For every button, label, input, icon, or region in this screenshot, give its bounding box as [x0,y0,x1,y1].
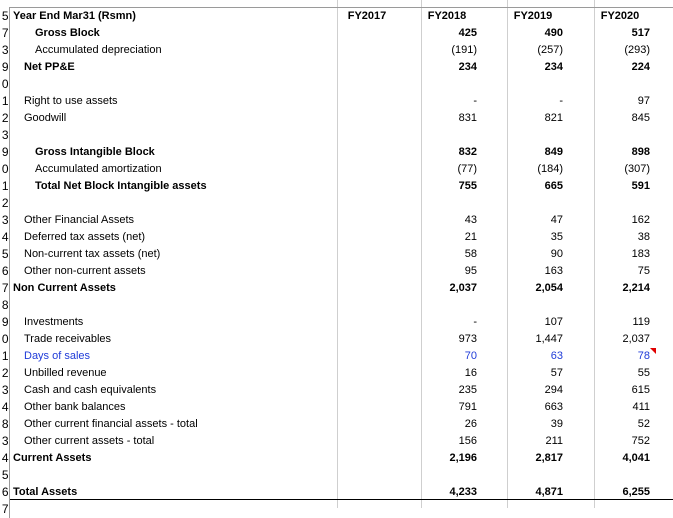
value-cell[interactable]: 47 [550,214,563,226]
row-number[interactable] [0,76,10,93]
row-number-text: 8 [1,298,8,312]
table-row [0,314,673,331]
table-row [0,246,673,263]
value-cell[interactable]: 38 [637,231,650,243]
row-number[interactable] [0,416,10,433]
value-cell[interactable]: 2,214 [622,282,650,294]
row-number[interactable] [0,246,10,263]
value-cell[interactable]: 845 [631,112,650,124]
value-cell[interactable]: (77) [457,163,477,175]
row-label[interactable]: Right to use assets [24,95,118,107]
value-cell[interactable]: 832 [458,146,477,158]
row-number[interactable] [0,42,10,59]
table-row [0,348,673,365]
row-number-text: 3 [1,434,8,448]
value-cell[interactable]: 517 [631,27,650,39]
row-number[interactable] [0,127,10,144]
value-cell[interactable]: 2,037 [449,282,477,294]
row-number[interactable] [0,212,10,229]
row-number[interactable] [0,467,10,484]
row-number[interactable] [0,161,10,178]
row-label[interactable]: Accumulated depreciation [35,44,162,56]
value-cell[interactable]: 1,447 [535,333,563,345]
value-cell[interactable]: 234 [544,61,563,73]
value-cell[interactable]: 70 [464,350,477,362]
row-label[interactable]: Other non-current assets [24,265,146,277]
value-cell[interactable]: 898 [631,146,650,158]
row-number[interactable] [0,178,10,195]
comment-indicator-icon[interactable] [650,348,656,354]
value-cell[interactable]: 849 [544,146,563,158]
value-cell[interactable]: 2,817 [535,452,563,464]
column-header[interactable]: FY2017 [347,10,387,22]
value-cell[interactable]: 752 [631,435,650,447]
row-label[interactable]: Current Assets [13,452,92,464]
row-number-text: 1 [1,349,8,363]
table-row [0,399,673,416]
value-cell[interactable]: 2,054 [535,282,563,294]
table-row [0,263,673,280]
row-number[interactable] [0,450,10,467]
row-number[interactable] [0,280,10,297]
row-number[interactable] [0,8,10,25]
row-number[interactable] [0,25,10,42]
value-cell[interactable]: 162 [631,214,650,226]
row-number[interactable] [0,331,10,348]
value-cell[interactable]: 55 [637,367,650,379]
value-cell[interactable]: 58 [464,248,477,260]
value-cell[interactable]: 43 [464,214,477,226]
value-cell[interactable]: 665 [544,180,563,192]
table-row [0,127,673,144]
row-label[interactable]: Other current financial assets - total [24,418,198,430]
table-row [0,382,673,399]
value-cell[interactable]: 234 [458,61,477,73]
row-number[interactable] [0,59,10,76]
row-number-text: 9 [1,145,8,159]
row-number-text: 4 [1,400,8,414]
table-row [0,178,673,195]
row-number-text: 0 [1,77,8,91]
row-label[interactable]: Goodwill [24,112,67,124]
row-label[interactable]: Accumulated amortization [35,163,162,175]
table-row [0,484,673,501]
row-number-text: 1 [1,94,8,108]
row-label[interactable]: Investments [24,316,84,328]
row-number-text: 0 [1,332,8,346]
table-row [0,365,673,382]
value-cell[interactable]: (184) [537,163,563,175]
value-cell[interactable]: 57 [550,367,563,379]
value-cell[interactable]: 425 [458,27,477,39]
row-number[interactable] [0,195,10,212]
row-label[interactable]: Gross Block [35,27,100,39]
row-number-text: 4 [1,451,8,465]
column-header[interactable]: FY2019 [513,10,553,22]
value-cell[interactable]: 211 [545,435,563,447]
row-number-text: 3 [1,43,8,57]
row-number-text: 7 [1,502,8,516]
row-number-text: 0 [1,162,8,176]
value-cell[interactable]: 52 [637,418,650,430]
row-number-text: 3 [1,213,8,227]
value-cell[interactable]: 35 [550,231,563,243]
row-number[interactable] [0,263,10,280]
value-cell[interactable]: - [559,95,563,107]
row-label[interactable]: Non-current tax assets (net) [24,248,161,260]
row-number-text: 2 [1,196,8,210]
table-row [0,25,673,42]
row-label[interactable]: Gross Intangible Block [35,146,155,158]
value-cell[interactable]: 973 [458,333,477,345]
table-row [0,416,673,433]
row-label[interactable]: Other Financial Assets [24,214,135,226]
value-cell[interactable]: 615 [631,384,650,396]
row-number-text: 5 [1,9,8,23]
row-number[interactable] [0,501,10,518]
value-cell[interactable]: 21 [464,231,477,243]
value-cell[interactable]: 163 [544,265,563,277]
table-row [0,501,673,518]
value-cell[interactable]: 119 [632,316,650,328]
row-number[interactable] [0,110,10,127]
row-number[interactable] [0,399,10,416]
value-cell[interactable]: 591 [631,180,650,192]
value-cell[interactable]: 821 [544,112,563,124]
value-cell[interactable]: 90 [550,248,563,260]
value-cell[interactable]: 235 [458,384,477,396]
value-cell[interactable]: 97 [637,95,650,107]
row-number-text: 6 [1,264,8,278]
row-number-text: 7 [1,26,8,40]
value-cell[interactable]: 95 [464,265,477,277]
value-cell[interactable]: 411 [632,401,650,413]
value-cell[interactable]: 6,255 [622,486,650,498]
row-number[interactable] [0,365,10,382]
row-number-text: 1 [1,179,8,193]
row-number[interactable] [0,229,10,246]
value-cell[interactable]: (191) [451,44,477,56]
value-cell[interactable]: 4,233 [449,486,477,498]
row-label[interactable]: Other current assets - total [24,435,155,447]
row-number[interactable] [0,297,10,314]
table-row [0,195,673,212]
row-number-text: 4 [1,230,8,244]
value-cell[interactable]: 4,041 [622,452,650,464]
column-header[interactable]: FY2020 [600,10,640,22]
header-row [0,8,673,25]
value-cell[interactable]: 4,871 [535,486,563,498]
row-label[interactable]: Total Assets [13,486,78,498]
table-row [0,433,673,450]
value-cell[interactable]: 156 [458,435,477,447]
value-cell[interactable]: 107 [544,316,563,328]
value-cell[interactable]: 791 [458,401,477,413]
value-cell[interactable]: 26 [464,418,477,430]
row-number-text: 3 [1,383,8,397]
value-cell[interactable]: 2,196 [449,452,477,464]
value-cell[interactable]: - [473,95,477,107]
table-row [0,110,673,127]
row-number-text: 8 [1,417,8,431]
table-row [0,467,673,484]
table-row [0,212,673,229]
row-number-text: 7 [1,281,8,295]
row-number-text: 6 [1,485,8,499]
value-cell[interactable]: 294 [544,384,563,396]
value-cell[interactable]: 63 [550,350,563,362]
row-number[interactable] [0,144,10,161]
value-cell[interactable]: (257) [537,44,563,56]
table-row [0,280,673,297]
table-row [0,59,673,76]
row-label[interactable]: Other bank balances [24,401,126,413]
row-label[interactable]: Non Current Assets [13,282,116,294]
value-cell[interactable]: (293) [624,44,650,56]
table-row [0,42,673,59]
row-number-text: 2 [1,111,8,125]
row-number-text: 5 [1,468,8,482]
value-cell[interactable]: 2,037 [622,333,650,345]
table-row [0,76,673,93]
row-number[interactable] [0,433,10,450]
value-cell[interactable]: 75 [637,265,650,277]
value-cell[interactable]: 755 [458,180,477,192]
table-row [0,331,673,348]
row-number-text: 5 [1,247,8,261]
value-cell[interactable]: 39 [550,418,563,430]
row-number[interactable] [0,348,10,365]
table-row [0,450,673,467]
row-number-text: 3 [1,128,8,142]
table-row [0,229,673,246]
row-label[interactable]: Total Net Block Intangible assets [35,180,207,192]
value-cell[interactable]: 831 [458,112,477,124]
column-header[interactable]: FY2018 [427,10,467,22]
row-number[interactable] [0,93,10,110]
row-label[interactable]: Deferred tax assets (net) [24,231,146,243]
value-cell[interactable]: 78 [637,350,650,362]
value-cell[interactable]: 490 [544,27,563,39]
table-row [0,93,673,110]
table-row [0,297,673,314]
row-number-text: 9 [1,60,8,74]
row-label[interactable]: Trade receivables [24,333,112,345]
value-cell[interactable]: 663 [544,401,563,413]
table-row [0,144,673,161]
row-number[interactable] [0,314,10,331]
value-cell[interactable]: 16 [464,367,477,379]
row-number-text: 2 [1,366,8,380]
value-cell[interactable]: 224 [631,61,650,73]
value-cell[interactable]: (307) [624,163,650,175]
value-cell[interactable]: - [473,316,477,328]
row-label[interactable]: Unbilled revenue [24,367,107,379]
value-cell[interactable]: 183 [631,248,650,260]
row-label[interactable]: Net PP&E [24,61,75,73]
row-label[interactable]: Days of sales [24,350,91,362]
table-row [0,161,673,178]
row-label[interactable]: Year End Mar31 (Rsmn) [13,10,136,22]
row-number[interactable] [0,382,10,399]
row-number-text: 9 [1,315,8,329]
row-number[interactable] [0,484,10,501]
row-label[interactable]: Cash and cash equivalents [24,384,157,396]
